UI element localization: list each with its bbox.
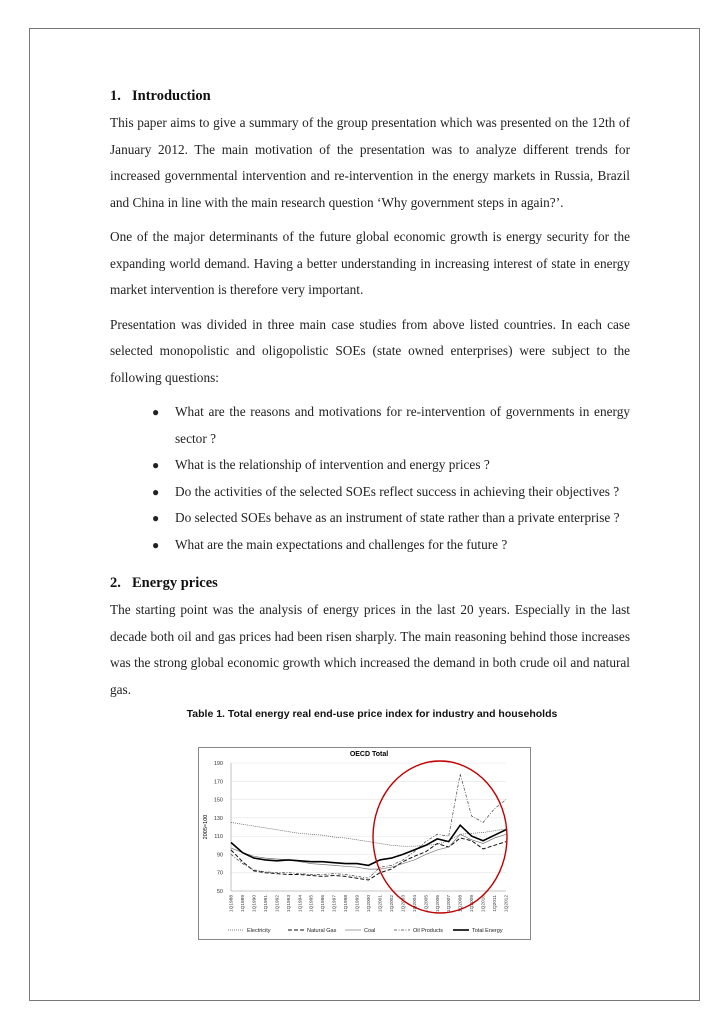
list-item-text: Do selected SOEs behave as an instrument of state rather than a private enterprise ? [175,510,620,525]
legend-label: Oil Products [413,928,443,934]
x-tick-label: 1Q2007 [447,895,453,913]
questions-list [110,399,630,558]
table-caption: Table 1. Total energy real end-use price index for industry and households [186,708,558,720]
section-2-title: Energy prices [132,575,218,591]
y-tick-label: 190 [213,761,223,767]
section-2-number: 2. [110,575,121,591]
x-tick-label: 1Q1994 [298,895,304,913]
x-tick-label: 1Q1996 [321,895,327,913]
section-1-title: Introduction [132,88,211,104]
y-tick-label: 50 [216,889,223,895]
y-tick-label: 90 [216,852,223,859]
chart-container [198,747,531,940]
energy-prices-paragraph: The starting point was the analysis of energy prices in the last 20 years. Especially in the last decade both oil and gas prices had been risen sharply. The main reasoning behind those increases was the strong global economic growth which increased the demand in both crude oil and natural gas. [110,602,630,697]
chart-title: OECD Total [349,751,389,758]
intro-paragraph-3: Presentation was divided in three main case studies from above listed countries. In each case selected monopolistic and oligopolistic SOEs (state owned enterprises) were subject to the following questions: [110,316,630,385]
legend-label: Electricity [247,928,271,934]
x-tick-label: 1Q2001 [378,895,384,913]
bullet-icon: ● [152,511,160,525]
list-item-text: Do the activities of the selected SOEs reflect success in achieving their objectives ? [175,483,620,499]
list-item-text: What are the reasons and motivations for re-intervention of governments in energy sector ? [175,404,630,446]
y-tick-label: 110 [214,834,223,841]
x-tick-label: 1Q1991 [263,895,269,913]
price-index-chart [198,747,531,940]
x-tick-label: 1Q2009 [470,895,476,913]
list-item [110,399,630,452]
y-tick-label: 170 [213,779,223,786]
legend-label: Coal [364,928,376,934]
y-tick-label: 70 [216,870,223,877]
list-item [110,452,630,479]
x-tick-label: 1Q1992 [275,895,281,913]
y-tick-label: 130 [213,815,223,822]
x-tick-label: 1Q2002 [389,895,395,913]
list-item-text: What is the relationship of intervention and energy prices ? [175,457,490,472]
bullet-icon: ● [152,405,160,419]
x-tick-label: 1Q2012 [504,895,510,913]
bullet-icon: ● [152,537,160,552]
x-tick-label: 1Q1998 [344,895,350,913]
x-tick-label: 1Q2010 [481,895,487,913]
x-tick-label: 1Q1988 [229,895,235,913]
x-tick-label: 1Q2003 [401,895,407,913]
x-tick-label: 1Q2000 [367,895,372,913]
x-tick-label: 1Q2008 [458,895,464,913]
x-tick-label: 1Q1995 [309,895,315,913]
bullet-icon: ● [152,484,160,499]
x-tick-label: 1Q1999 [355,895,361,913]
list-item [110,505,630,532]
y-axis-label-group [203,815,209,840]
y-tick-label: 150 [213,797,223,804]
legend-label: Natural Gas [307,928,337,934]
list-item [110,532,630,559]
section-1-heading [110,85,630,107]
x-tick-label: 1Q1993 [286,895,292,913]
bullet-icon: ● [152,458,160,472]
intro-paragraph-2: One of the major determinants of the future global economic growth is energy security for the expanding world demand. Having a better understanding in increasing interest of state in energy market intervention is therefore very important. [110,229,630,297]
section-2-heading [110,572,630,594]
x-tick-label: 1Q1989 [240,895,246,913]
list-item [110,479,630,506]
x-tick-label: 1Q1997 [332,895,338,913]
x-tick-label: 1Q2005 [424,895,430,913]
document-body [110,85,630,720]
y-axis-label: 2005=100 [203,814,209,840]
section-1-number: 1. [110,88,121,104]
x-tick-label: 1Q2011 [493,895,499,912]
x-tick-label: 1Q2006 [435,895,441,913]
x-tick-label: 1Q1990 [252,895,258,913]
x-tick-label: 1Q2004 [412,895,418,913]
list-item-text: What are the main expectations and challenges for the future ? [175,536,508,552]
intro-paragraph-1: This paper aims to give a summary of the group presentation which was presented on the 12th of January 2012. The main motivation of the presentation was to analyze different trends for increased governmental intervention and re-intervention in the energy markets in Russia, Brazil and China in line with the main research question ‘Why government steps in again?’. [110,115,630,210]
legend-label: Total Energy [472,928,503,934]
